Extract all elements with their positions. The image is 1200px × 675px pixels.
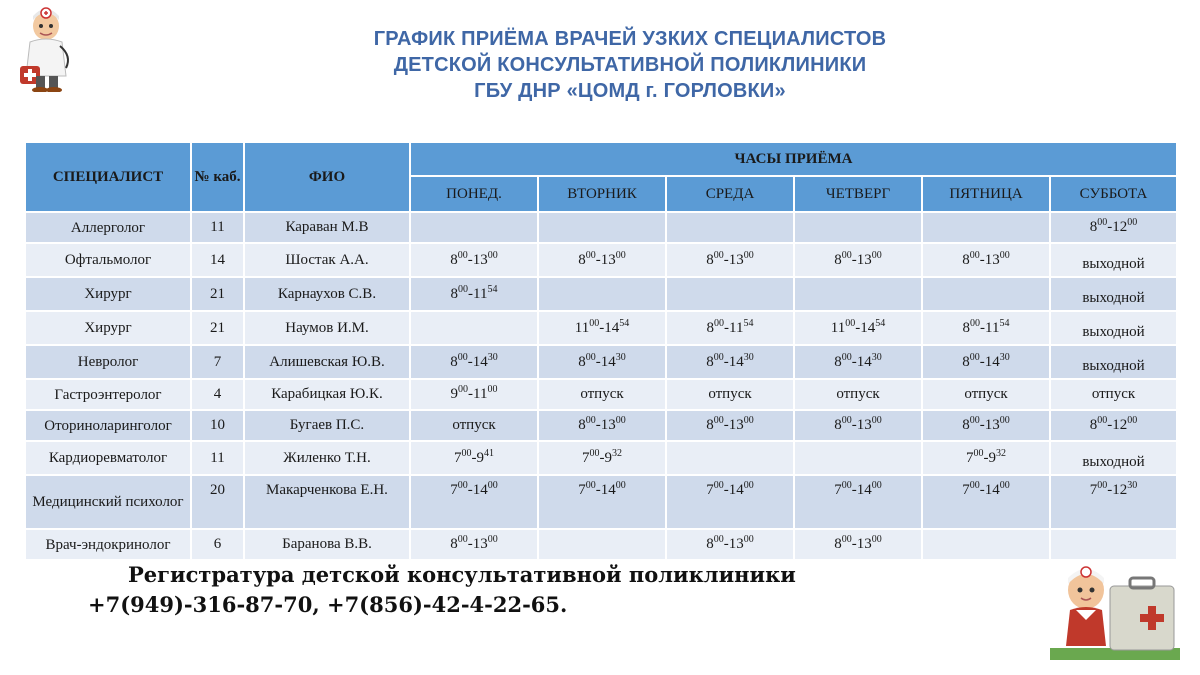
time-range: $7^{00}-14^{00}$ bbox=[450, 480, 498, 498]
header-name: ФИО bbox=[244, 142, 410, 212]
header-specialist: СПЕЦИАЛИСТ bbox=[25, 142, 191, 212]
page-title bbox=[230, 26, 1030, 104]
title-line-3: ГБУ ДНР «ЦОМД г. ГОРЛОВКИ» bbox=[474, 80, 786, 102]
table-row bbox=[25, 441, 1177, 475]
cell-wed bbox=[666, 475, 794, 529]
cell-sat bbox=[1050, 475, 1177, 529]
registry-phones: +7(949)-316-87-70, +7(856)-42-4-22-65. bbox=[88, 592, 568, 617]
cell-thu bbox=[794, 410, 922, 441]
cell-specialist: Кардиоревматолог bbox=[25, 441, 191, 475]
table-row bbox=[25, 243, 1177, 277]
table-row bbox=[25, 379, 1177, 410]
time-range: $11^{00}-14^{54}$ bbox=[830, 317, 886, 336]
cell-sat bbox=[1050, 410, 1177, 441]
cell-fri bbox=[922, 441, 1050, 475]
cell-wed bbox=[666, 212, 794, 243]
cell-thu bbox=[794, 212, 922, 243]
cell-fri bbox=[922, 410, 1050, 441]
cell-mon bbox=[410, 345, 538, 379]
time-range: $8^{00}-13^{00}$ bbox=[834, 534, 882, 552]
cell-tue bbox=[538, 475, 666, 529]
cell-fri bbox=[922, 311, 1050, 345]
cell-name: Макарченкова Е.Н. bbox=[244, 475, 410, 529]
time-range: $8^{00}-14^{30}$ bbox=[962, 351, 1010, 370]
cell-mon bbox=[410, 277, 538, 311]
header-day-tue: ВТОРНИК bbox=[538, 176, 666, 212]
cell-specialist: Офтальмолог bbox=[25, 243, 191, 277]
cell-thu bbox=[794, 441, 922, 475]
cell-sat: выходной bbox=[1050, 441, 1177, 475]
cell-specialist: Оториноларинголог bbox=[25, 410, 191, 441]
schedule-body bbox=[25, 212, 1177, 560]
cell-room: 11 bbox=[191, 212, 244, 243]
cell-mon: отпуск bbox=[410, 410, 538, 441]
time-range: $8^{00}-13^{00}$ bbox=[834, 415, 882, 433]
table-row bbox=[25, 212, 1177, 243]
cell-specialist: Врач-эндокринолог bbox=[25, 529, 191, 560]
time-range: $7^{00}-9^{32}$ bbox=[582, 447, 622, 466]
header-day-thu: ЧЕТВЕРГ bbox=[794, 176, 922, 212]
table-row bbox=[25, 529, 1177, 560]
time-range: $7^{00}-9^{41}$ bbox=[454, 447, 494, 466]
time-range: $7^{00}-14^{00}$ bbox=[962, 480, 1010, 498]
cell-specialist: Аллерголог bbox=[25, 212, 191, 243]
time-range: $8^{00}-13^{00}$ bbox=[706, 534, 754, 552]
time-range: $8^{00}-13^{00}$ bbox=[450, 249, 498, 268]
cell-wed bbox=[666, 345, 794, 379]
cell-thu bbox=[794, 311, 922, 345]
header-day-mon: ПОНЕД. bbox=[410, 176, 538, 212]
time-range: $8^{00}-12^{00}$ bbox=[1089, 415, 1138, 433]
time-range: $8^{00}-13^{00}$ bbox=[962, 249, 1010, 268]
cell-room: 10 bbox=[191, 410, 244, 441]
time-range: $7^{00}-12^{30}$ bbox=[1089, 480, 1138, 498]
cell-name: Баранова В.В. bbox=[244, 529, 410, 560]
cell-specialist: Невролог bbox=[25, 345, 191, 379]
time-range: $8^{00}-14^{30}$ bbox=[834, 351, 882, 370]
cell-mon bbox=[410, 475, 538, 529]
cell-name: Алишевская Ю.В. bbox=[244, 345, 410, 379]
title-line-2: ДЕТСКОЙ КОНСУЛЬТАТИВНОЙ ПОЛИКЛИНИКИ bbox=[393, 54, 867, 76]
cell-sat: выходной bbox=[1050, 311, 1177, 345]
cell-sat bbox=[1050, 212, 1177, 243]
registry-contact bbox=[88, 560, 796, 620]
cell-name: Жиленко Т.Н. bbox=[244, 441, 410, 475]
cell-tue: отпуск bbox=[538, 379, 666, 410]
cell-sat: выходной bbox=[1050, 243, 1177, 277]
doctor-cartoon-image bbox=[16, 6, 80, 92]
time-range: $8^{00}-13^{00}$ bbox=[450, 534, 498, 552]
time-range: $11^{00}-14^{54}$ bbox=[574, 317, 630, 336]
cell-mon bbox=[410, 243, 538, 277]
cell-room: 21 bbox=[191, 311, 244, 345]
table-row bbox=[25, 345, 1177, 379]
time-range: $8^{00}-12^{00}$ bbox=[1089, 217, 1138, 235]
cell-room: 20 bbox=[191, 475, 244, 529]
cell-room: 6 bbox=[191, 529, 244, 560]
cell-room: 11 bbox=[191, 441, 244, 475]
time-range: $8^{00}-13^{00}$ bbox=[578, 249, 626, 268]
table-row bbox=[25, 277, 1177, 311]
registry-title: Регистратура детской консультативной поликлиники bbox=[128, 562, 796, 587]
time-range: $8^{00}-14^{30}$ bbox=[706, 351, 754, 370]
cell-fri bbox=[922, 212, 1050, 243]
cell-specialist: Медицинский психолог bbox=[25, 475, 191, 529]
time-range: $8^{00}-13^{00}$ bbox=[834, 249, 882, 268]
table-row bbox=[25, 410, 1177, 441]
cell-fri bbox=[922, 529, 1050, 560]
cell-wed bbox=[666, 243, 794, 277]
cell-thu: отпуск bbox=[794, 379, 922, 410]
cell-fri bbox=[922, 277, 1050, 311]
cell-specialist: Хирург bbox=[25, 311, 191, 345]
cell-name: Наумов И.М. bbox=[244, 311, 410, 345]
time-range: $8^{00}-13^{00}$ bbox=[706, 249, 754, 268]
girl-doctor-cartoon-image bbox=[1050, 560, 1180, 660]
cell-wed bbox=[666, 441, 794, 475]
cell-room: 4 bbox=[191, 379, 244, 410]
time-range: $7^{00}-14^{00}$ bbox=[834, 480, 882, 498]
cell-tue bbox=[538, 243, 666, 277]
cell-mon bbox=[410, 379, 538, 410]
time-range: $8^{00}-11^{54}$ bbox=[962, 317, 1010, 336]
time-range: $8^{00}-13^{00}$ bbox=[706, 415, 754, 433]
cell-thu bbox=[794, 243, 922, 277]
cell-tue bbox=[538, 277, 666, 311]
cell-tue bbox=[538, 311, 666, 345]
cell-thu bbox=[794, 277, 922, 311]
table-row bbox=[25, 475, 1177, 529]
cell-room: 21 bbox=[191, 277, 244, 311]
cell-room: 14 bbox=[191, 243, 244, 277]
cell-sat: отпуск bbox=[1050, 379, 1177, 410]
time-range: $8^{00}-13^{00}$ bbox=[962, 415, 1010, 433]
time-range: $7^{00}-14^{00}$ bbox=[578, 480, 626, 498]
title-line-1: ГРАФИК ПРИЁМА ВРАЧЕЙ УЗКИХ СПЕЦИАЛИСТОВ bbox=[373, 28, 887, 50]
time-range: $7^{00}-14^{00}$ bbox=[706, 480, 754, 498]
cell-tue bbox=[538, 529, 666, 560]
cell-name: Карабицкая Ю.К. bbox=[244, 379, 410, 410]
cell-sat: выходной bbox=[1050, 277, 1177, 311]
cell-specialist: Хирург bbox=[25, 277, 191, 311]
cell-wed: отпуск bbox=[666, 379, 794, 410]
header-hours: ЧАСЫ ПРИЁМА bbox=[410, 142, 1177, 176]
cell-thu bbox=[794, 529, 922, 560]
cell-tue bbox=[538, 212, 666, 243]
cell-fri bbox=[922, 345, 1050, 379]
cell-fri bbox=[922, 475, 1050, 529]
cell-mon bbox=[410, 529, 538, 560]
table-row bbox=[25, 311, 1177, 345]
cell-name: Бугаев П.С. bbox=[244, 410, 410, 441]
cell-room: 7 bbox=[191, 345, 244, 379]
time-range: $7^{00}-9^{32}$ bbox=[966, 447, 1006, 466]
header-room: № каб. bbox=[191, 142, 244, 212]
cell-tue bbox=[538, 410, 666, 441]
cell-sat: выходной bbox=[1050, 345, 1177, 379]
time-range: $8^{00}-11^{54}$ bbox=[450, 283, 498, 302]
header-day-sat: СУББОТА bbox=[1050, 176, 1177, 212]
time-range: $8^{00}-11^{54}$ bbox=[706, 317, 754, 336]
time-range: $9^{00}-11^{00}$ bbox=[450, 384, 498, 402]
time-range: $8^{00}-14^{30}$ bbox=[578, 351, 626, 370]
header-day-wed: СРЕДА bbox=[666, 176, 794, 212]
cell-fri: отпуск bbox=[922, 379, 1050, 410]
cell-name: Карнаухов С.В. bbox=[244, 277, 410, 311]
cell-wed bbox=[666, 311, 794, 345]
cell-thu bbox=[794, 345, 922, 379]
cell-mon bbox=[410, 441, 538, 475]
cell-fri bbox=[922, 243, 1050, 277]
header-day-fri: ПЯТНИЦА bbox=[922, 176, 1050, 212]
time-range: $8^{00}-13^{00}$ bbox=[578, 415, 626, 433]
cell-tue bbox=[538, 345, 666, 379]
cell-mon bbox=[410, 212, 538, 243]
cell-sat bbox=[1050, 529, 1177, 560]
cell-wed bbox=[666, 529, 794, 560]
cell-tue bbox=[538, 441, 666, 475]
cell-wed bbox=[666, 410, 794, 441]
time-range: $8^{00}-14^{30}$ bbox=[450, 351, 498, 370]
schedule-table bbox=[24, 141, 1178, 561]
cell-wed bbox=[666, 277, 794, 311]
cell-specialist: Гастроэнтеролог bbox=[25, 379, 191, 410]
cell-name: Караван М.В bbox=[244, 212, 410, 243]
cell-thu bbox=[794, 475, 922, 529]
cell-mon bbox=[410, 311, 538, 345]
cell-name: Шостак А.А. bbox=[244, 243, 410, 277]
